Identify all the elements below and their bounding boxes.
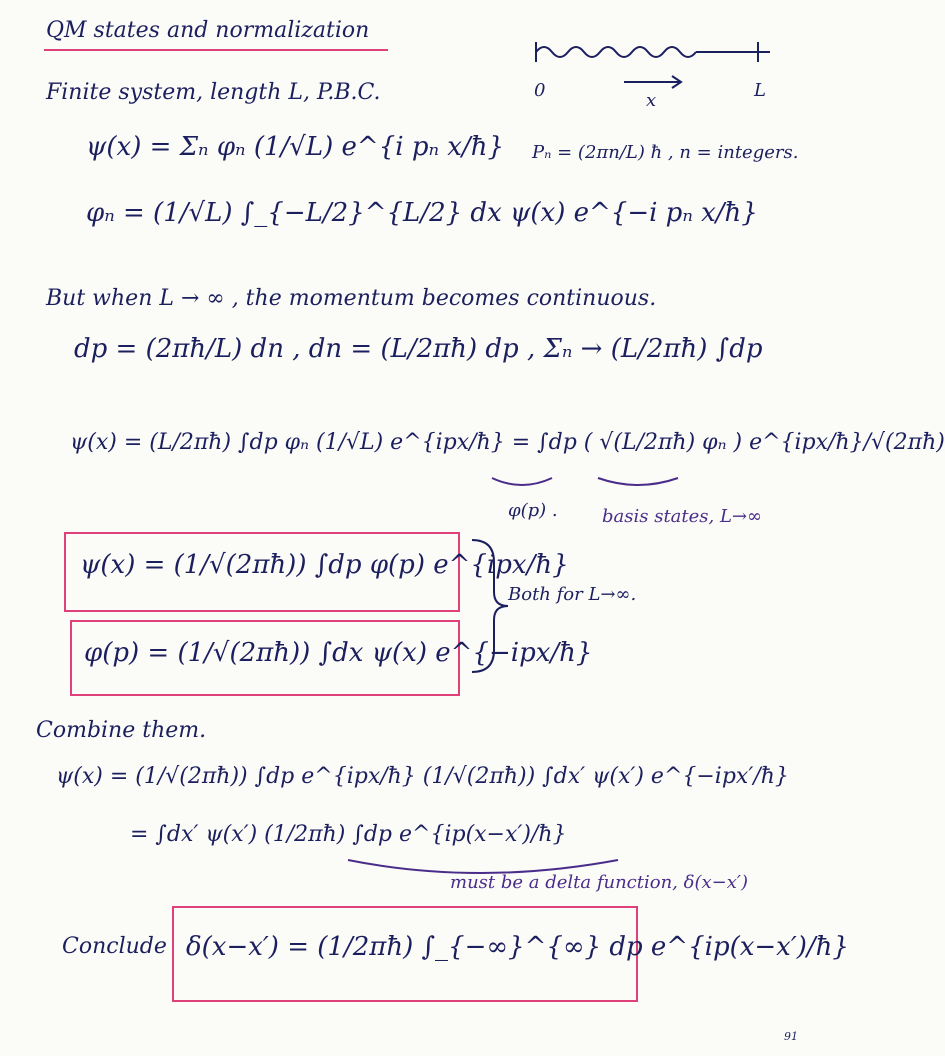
phi-p-brace [492, 478, 552, 485]
psi-sum-equation: ψ(x) = Σₙ φₙ (1/√L) e^{i pₙ x/ħ} [86, 132, 504, 162]
combine-equation-1: ψ(x) = (1/√(2πħ)) ∫dp e^{ipx/ħ} (1/√(2πħ)) ∫dx′ ψ(x′) e^{−ipx′/ħ} [56, 764, 789, 789]
delta-function-note: must be a delta function, δ(x−x′) [450, 872, 748, 893]
combine-equation-2: = ∫dx′ ψ(x′) (1/2πħ) ∫dp e^{ip(x−x′)/ħ} [130, 822, 567, 847]
combine-label: Combine them. [36, 718, 207, 743]
basis-states-label: basis states, L→∞ [602, 506, 763, 527]
phi-n-equation: φₙ = (1/√L) ∫_{−L/2}^{L/2} dx ψ(x) e^{−i pₙ x/ħ} [86, 198, 758, 228]
finite-system-line: Finite system, length L, P.B.C. [46, 80, 381, 105]
pn-definition: Pₙ = (2πn/L) ħ , n = integers. [532, 142, 799, 163]
diagram-label-L: L [754, 80, 766, 101]
phi-transform-equation: φ(p) = (1/√(2πħ)) ∫dx ψ(x) e^{−ipx/ħ} [84, 638, 593, 668]
continuum-line: But when L → ∞ , the momentum becomes continuous. [46, 286, 657, 311]
conclude-label: Conclude [62, 934, 167, 959]
basis-brace [598, 478, 678, 485]
page-title: QM states and normalization [46, 18, 370, 43]
diagram-label-zero: 0 [534, 80, 546, 101]
box-diagram [536, 42, 770, 88]
page-number: 91 [784, 1030, 798, 1043]
dp-dn-relations: dp = (2πħ/L) dn , dn = (L/2πħ) dp , Σₙ → (L/2πħ) ∫dp [74, 334, 763, 364]
psi-continuum-equation: ψ(x) = (L/2πħ) ∫dp φₙ (1/√L) e^{ipx/ħ} = ∫dp ( √(L/2πħ) φₙ ) e^{ipx/ħ}/√(2πħ) [70, 430, 945, 455]
both-label: Both for L→∞. [508, 584, 637, 605]
delta-result-equation: δ(x−x′) = (1/2πħ) ∫_{−∞}^{∞} dp e^{ip(x−x′)/ħ} [186, 932, 849, 962]
phi-p-label: φ(p) . [508, 500, 558, 521]
diagram-label-x: x [646, 90, 657, 111]
psi-transform-equation: ψ(x) = (1/√(2πħ)) ∫dp φ(p) e^{ipx/ħ} [80, 550, 569, 580]
